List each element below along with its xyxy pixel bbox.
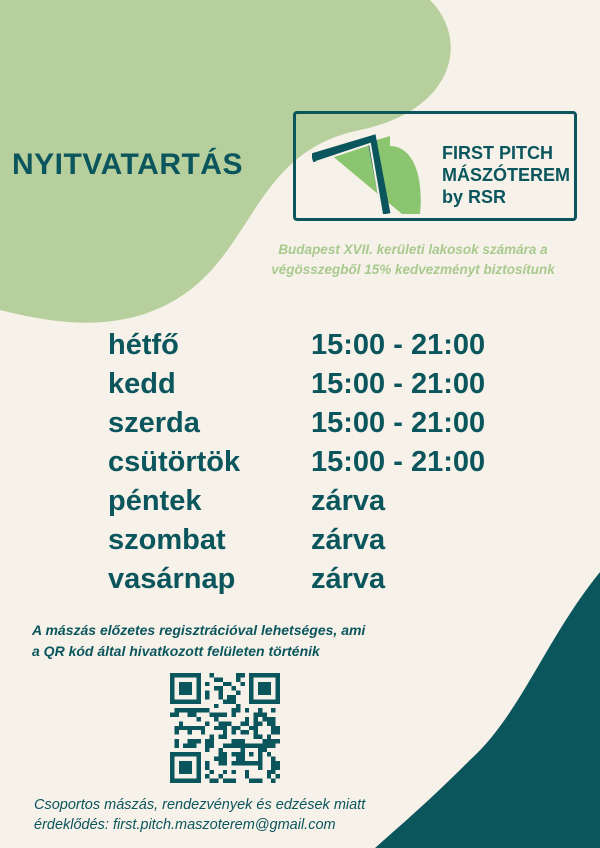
logo [293,111,577,221]
day-hours: zárva [311,485,386,517]
logo-line-3: by RSR [442,187,507,207]
logo-line-2: MÁSZÓTEREM [442,165,570,185]
day-name: szombat [108,524,226,556]
day-name: vasárnap [108,563,236,595]
logo-text [442,142,570,208]
bottom-right-teal-wave [375,572,600,848]
day-name: kedd [108,368,176,400]
discount-line-1: Budapest XVII. kerületi lakosok számára a [278,242,548,257]
discount-notice [250,240,576,280]
footer-line-1: Csoportos mászás, rendezvények és edzések miatt [34,797,366,813]
climbing-wall-logo-icon [312,122,422,214]
day-hours: zárva [311,563,386,595]
page-title: NYITVATARTÁS [12,148,243,181]
day-name: péntek [108,485,202,517]
registration-note [32,620,365,662]
contact-footer [34,795,365,835]
logo-line-1: FIRST PITCH [442,143,553,163]
footer-line-2: érdeklődés: first.pitch.maszoterem@gmail.com [34,817,336,833]
day-name: hétfő [108,329,179,361]
qr-code-icon[interactable] [170,673,280,783]
registration-line-2: a QR kód által hivatkozott felületen történik [32,643,320,659]
day-hours: 15:00 - 21:00 [311,446,486,478]
day-hours: 15:00 - 21:00 [311,368,486,400]
day-hours: 15:00 - 21:00 [311,407,486,439]
day-name: csütörtök [108,446,241,478]
day-name: szerda [108,407,200,439]
day-hours: zárva [311,524,386,556]
day-hours: 15:00 - 21:00 [311,329,486,361]
discount-line-2: végösszegből 15% kedvezményt biztosítunk [271,262,555,277]
registration-line-1: A mászás előzetes regisztrációval lehetséges, ami [32,622,366,638]
